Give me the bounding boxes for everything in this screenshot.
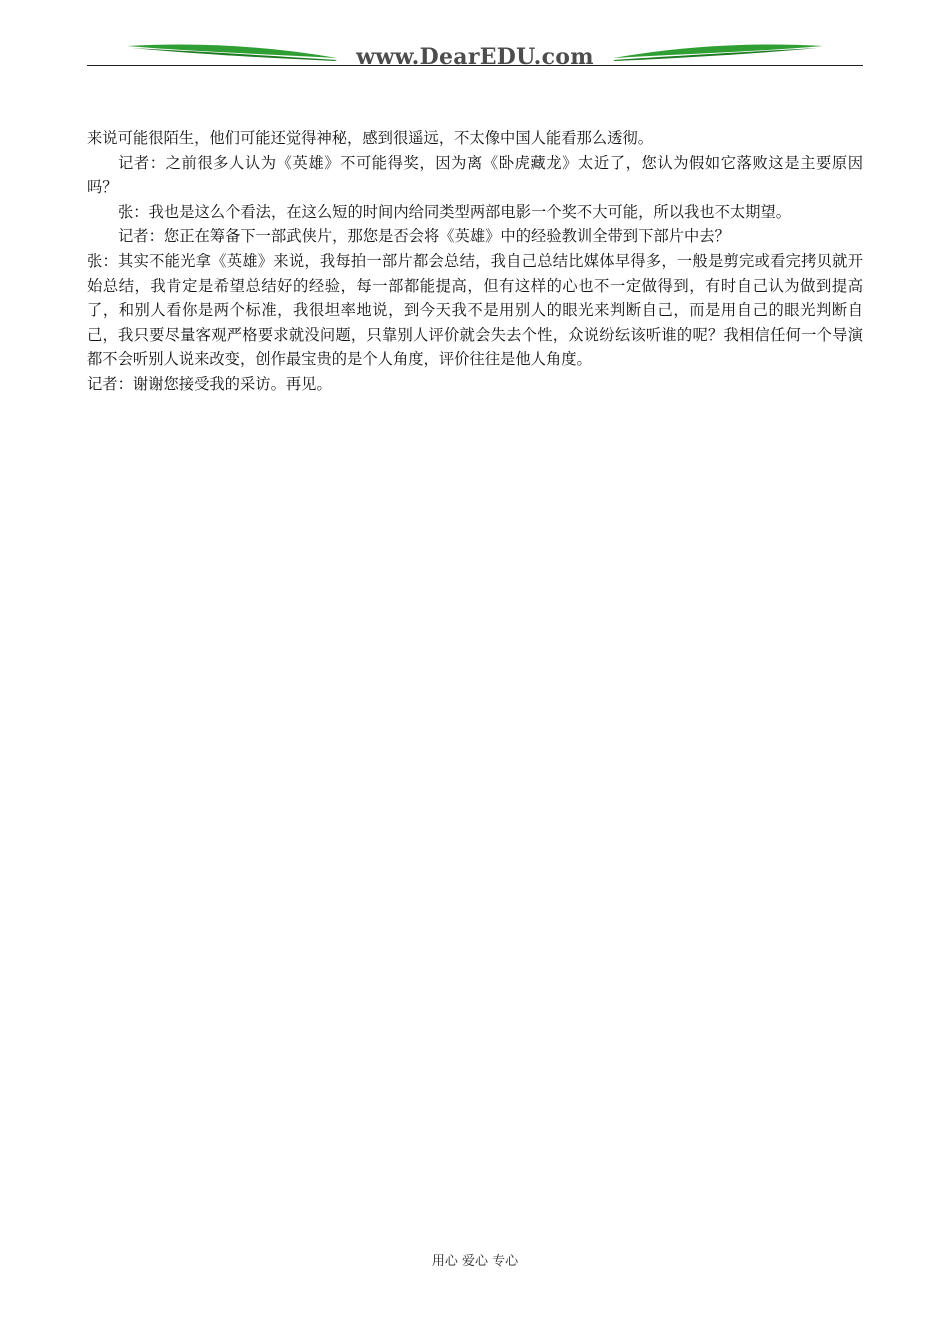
paragraph: 来说可能很陌生，他们可能还觉得神秘，感到很遥远，不太像中国人能看那么透彻。 [87,129,653,147]
page-footer: 用心 爱心 专心 [431,1254,519,1269]
paragraph: 记者：谢谢您接受我的采访。再见。 [87,374,332,393]
paragraph: 张：我也是这么个看法，在这么短的时间内给同类型两部电影一个奖不大可能，所以我也不太期望。 [118,202,792,221]
paragraph: 张：其实不能光拿《英雄》来说，我每拍一部片都会总结，我自己总结比媒体早得多，一般是剪完或看完拷贝就开始总结，我肯定是希望总结好的经验，每一部都能提高，但有这样的心也不一定做得到，有时自己认为做到提高了，和别人看你是两个标准，我很坦率地说，到今天我不是用别人的眼光来判断自己，而是用自己的眼光判断自己，我只要尽量客观严格要求就没问题，只靠别人评价就会失去个性，众说纷纭该听谁的呢？我相信任何一个导演都不会听别人说来改变，创作最宝贵的是个人角度，评价往往是他人角度。 [87,251,863,369]
paragraph: 记者：您正在筹备下一部武侠片，那您是否会将《英雄》中的经验教训全带到下部片中去？ [118,227,730,246]
article-body [87,126,863,397]
header-divider [87,65,863,66]
paragraph: 记者：之前很多人认为《英雄》不可能得奖，因为离《卧虎藏龙》太近了，您认为假如它落败这是主要原因吗？ [87,153,863,197]
site-logo-text: www.DearEDU.com [356,44,594,70]
